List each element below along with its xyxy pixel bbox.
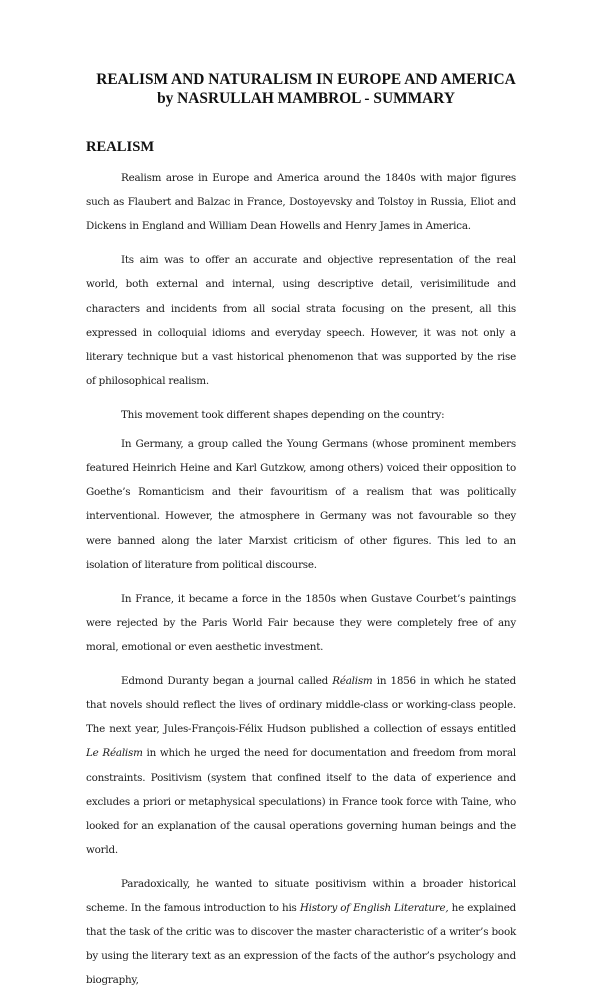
journal-title-realism: Réalism — [332, 675, 373, 688]
title-line-1: REALISM AND NATURALISM IN EUROPE AND AMERICA — [96, 71, 516, 88]
paragraph-2: Its aim was to offer an accurate and objective representation of the real world, both external and internal, using descriptive detail, verisimilitude and characters and incidents from all social strata focusing on the present, all this expressed in colloquial idioms and everyday speech. However, it was not only a literary technique but a vast historical phenomenon that was supported by the rise of philosophical realism. — [86, 254, 516, 387]
paragraph-6 — [86, 669, 516, 862]
book-title-history-english-literature: History of English Literature, — [299, 902, 449, 915]
document-title — [86, 70, 526, 108]
paragraph-4: In Germany, a group called the Young Germans (whose prominent members featured Heinrich Heine and Karl Gutzkow, among others) voiced their opposition to Goethe’s Romanticism and their favouritism of a realism that was politically interventional. However, the atmosphere in Germany was not favourable so they were banned along the later Marxist criticism of other figures. This led to an isolation of literature from political discourse. — [86, 438, 516, 571]
paragraph-1: Realism arose in Europe and America around the 1840s with major figures such as Flaubert and Balzac in France, Dostoyevsky and Tolstoy in Russia, Eliot and Dickens in England and William Dean Howells and Henry James in America. — [86, 172, 516, 233]
section-heading: REALISM — [86, 139, 155, 155]
paragraph-6-part-b: in 1856 in which he stated that novels should reflect the lives of ordinary middle-class or working-class people. The next year, Jules-François-Félix Hudson published a collection of essays entitled — [86, 675, 516, 736]
paragraph-7 — [86, 872, 516, 992]
paragraph-7-part-a: Paradoxically, he wanted to situate positivism within a broader historical scheme. In the famous introduction to his — [86, 878, 516, 915]
paragraph-7-part-b: he explained that the task of the critic was to discover the master characteristic of a writer’s book by using the literary text as an expression of the facts of the author’s psychology and biography, — [86, 902, 516, 987]
paragraph-6-part-a: Edmond Duranty began a journal called — [121, 675, 333, 688]
essay-title-le-realism: Le Réalism — [86, 747, 143, 760]
paragraph-6-part-c: in which he urged the need for documentation and freedom from moral constraints. Positivism (system that confined itself to the data of experience and excludes a priori or metaphysical speculations) in France took force with Taine, who looked for an explanation of the causal operations governing human beings and the world. — [86, 747, 516, 856]
body-text — [86, 166, 516, 1003]
title-line-2: by NASRULLAH MAMBROL - SUMMARY — [157, 90, 455, 107]
paragraph-3: This movement took different shapes depending on the country: — [121, 409, 445, 422]
paragraph-5: In France, it became a force in the 1850s when Gustave Courbet’s paintings were rejected by the Paris World Fair because they were completely free of any moral, emotional or even aesthetic investment. — [86, 592, 516, 653]
